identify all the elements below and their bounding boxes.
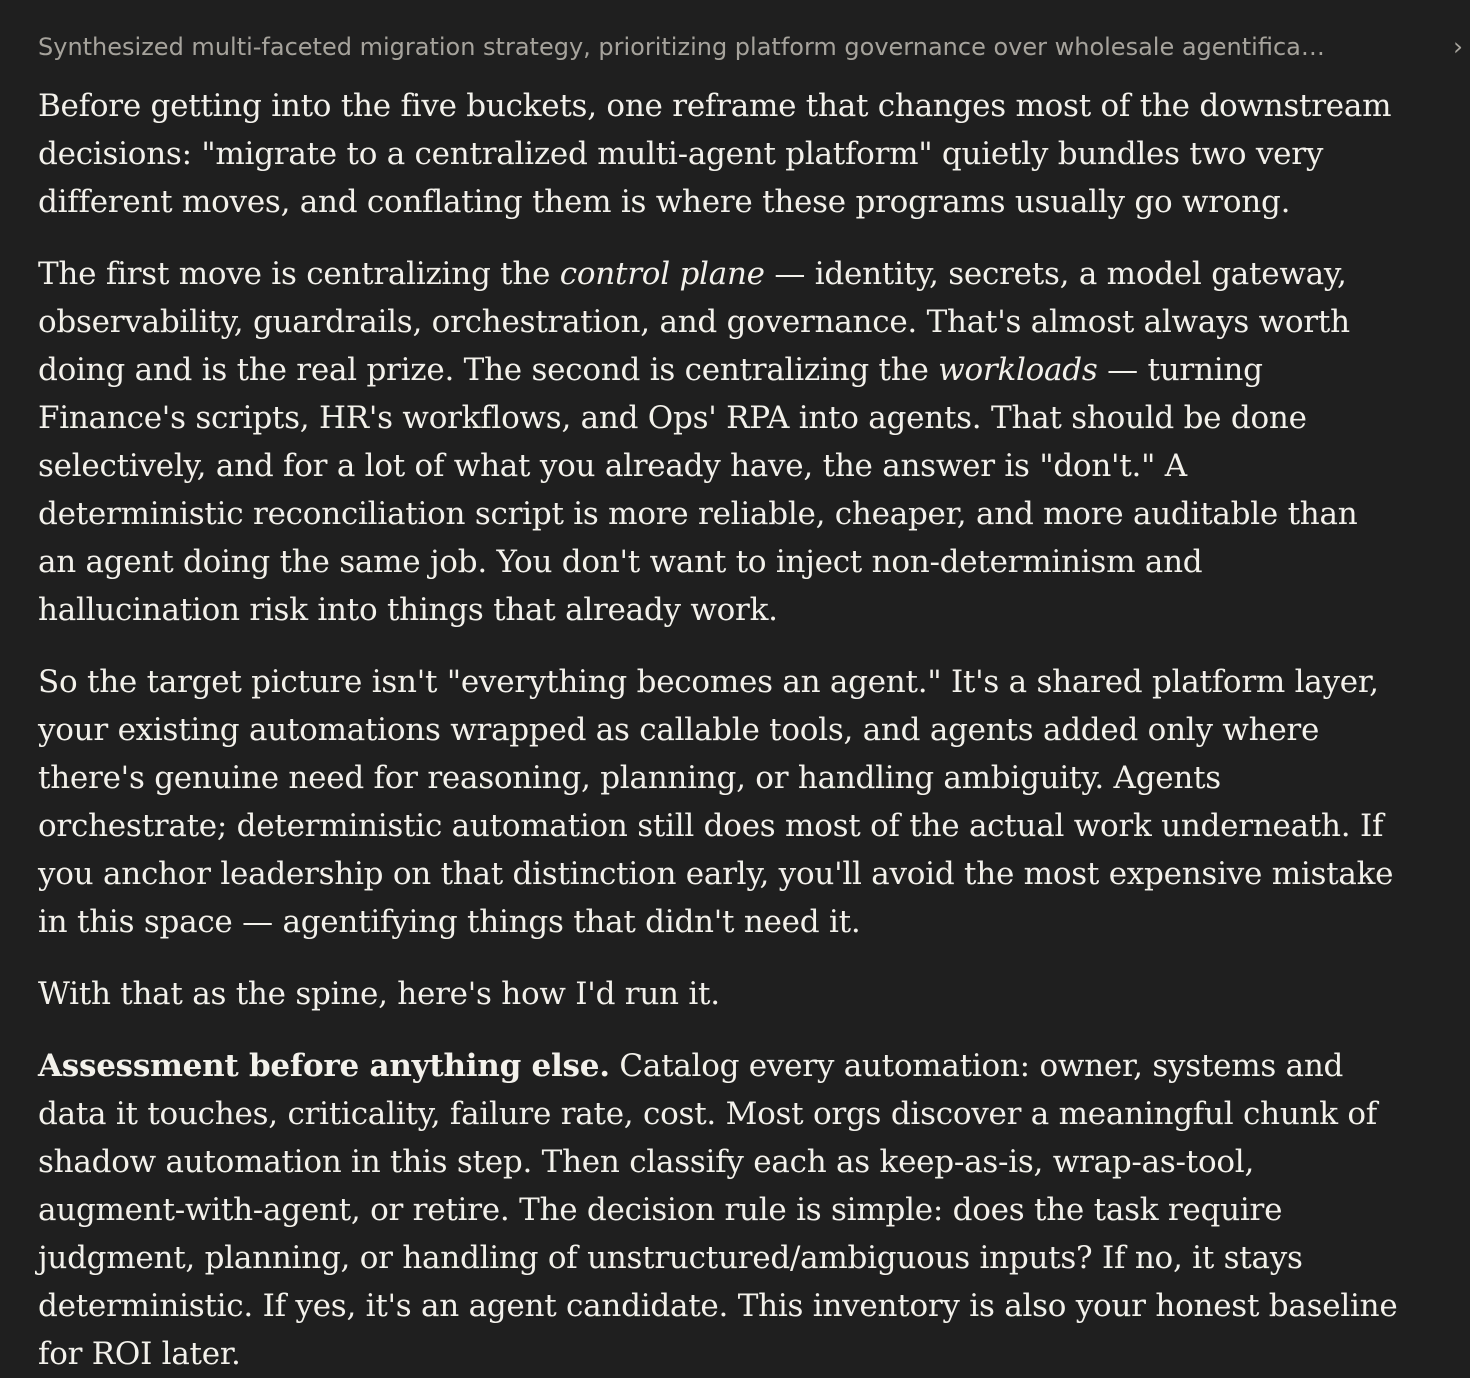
response-paragraph-1: Before getting into the five buckets, one reframe that changes most of the downstream decisions: "migrate to a centralized multi-agent platform" quietly bundles two very different moves, and conflating them is where these programs usually go wrong.: [38, 88, 1392, 220]
paragraph-2-text-3: — turning Finance's scripts, HR's workflows, and Ops' RPA into agents. That should be done selectively, and for a lot of what you already have, the answer is "don't." A deterministic reconciliation script is more reliable, cheaper, and more auditable than an agent doing the same job. You don't want to inject non-determinism and hallucination risk into things that already work.: [38, 352, 1358, 628]
chevron-right-icon[interactable]: ›: [1453, 32, 1463, 61]
assessment-heading: Assessment before anything else.: [38, 1048, 610, 1084]
response-paragraph-3: So the target picture isn't "everything becomes an agent." It's a shared platform layer, your existing automations wrapped as callable tools, and agents added only where there's genuine need for reasoning, planning, or handling ambiguity. Agents orchestrate; deterministic automation still does most of the actual work underneath. If you anchor leadership on that distinction early, you'll avoid the most expensive mistake in this space — agentifying things that didn't need it.: [38, 664, 1394, 940]
thinking-summary-text: Synthesized multi-faceted migration strategy, prioritizing platform governance over wholesale agentifica…: [38, 33, 1325, 61]
assessment-text: Catalog every automation: owner, systems and data it touches, criticality, failure rate, cost. Most orgs discover a meaningful chunk of shadow automation in this step. Then classify each as keep-as-is, wrap-as-tool, augment-with-agent, or retire. The decision rule is simple: does the task require judgment, planning, or handling of unstructured/ambiguous inputs? If no, it stays deterministic. If yes, it's an agent candidate. This inventory is also your honest baseline for ROI later.: [38, 1048, 1398, 1372]
response-paragraph-5: [38, 1042, 1398, 1378]
assistant-response: [38, 82, 1398, 1378]
control-plane-emphasis: control plane: [559, 256, 765, 292]
paragraph-2-text-2: — identity, secrets, a model gateway, observability, guardrails, orchestration, and governance. That's almost always worth doing and is the real prize. The second is centralizing the: [38, 256, 1350, 388]
response-paragraph-2: [38, 250, 1398, 634]
thinking-summary-toggle[interactable]: [38, 22, 1463, 72]
response-paragraph-4: With that as the spine, here's how I'd run it.: [38, 976, 720, 1012]
workloads-emphasis: workloads: [938, 352, 1098, 388]
paragraph-2-text-1: The first move is centralizing the: [38, 256, 560, 292]
